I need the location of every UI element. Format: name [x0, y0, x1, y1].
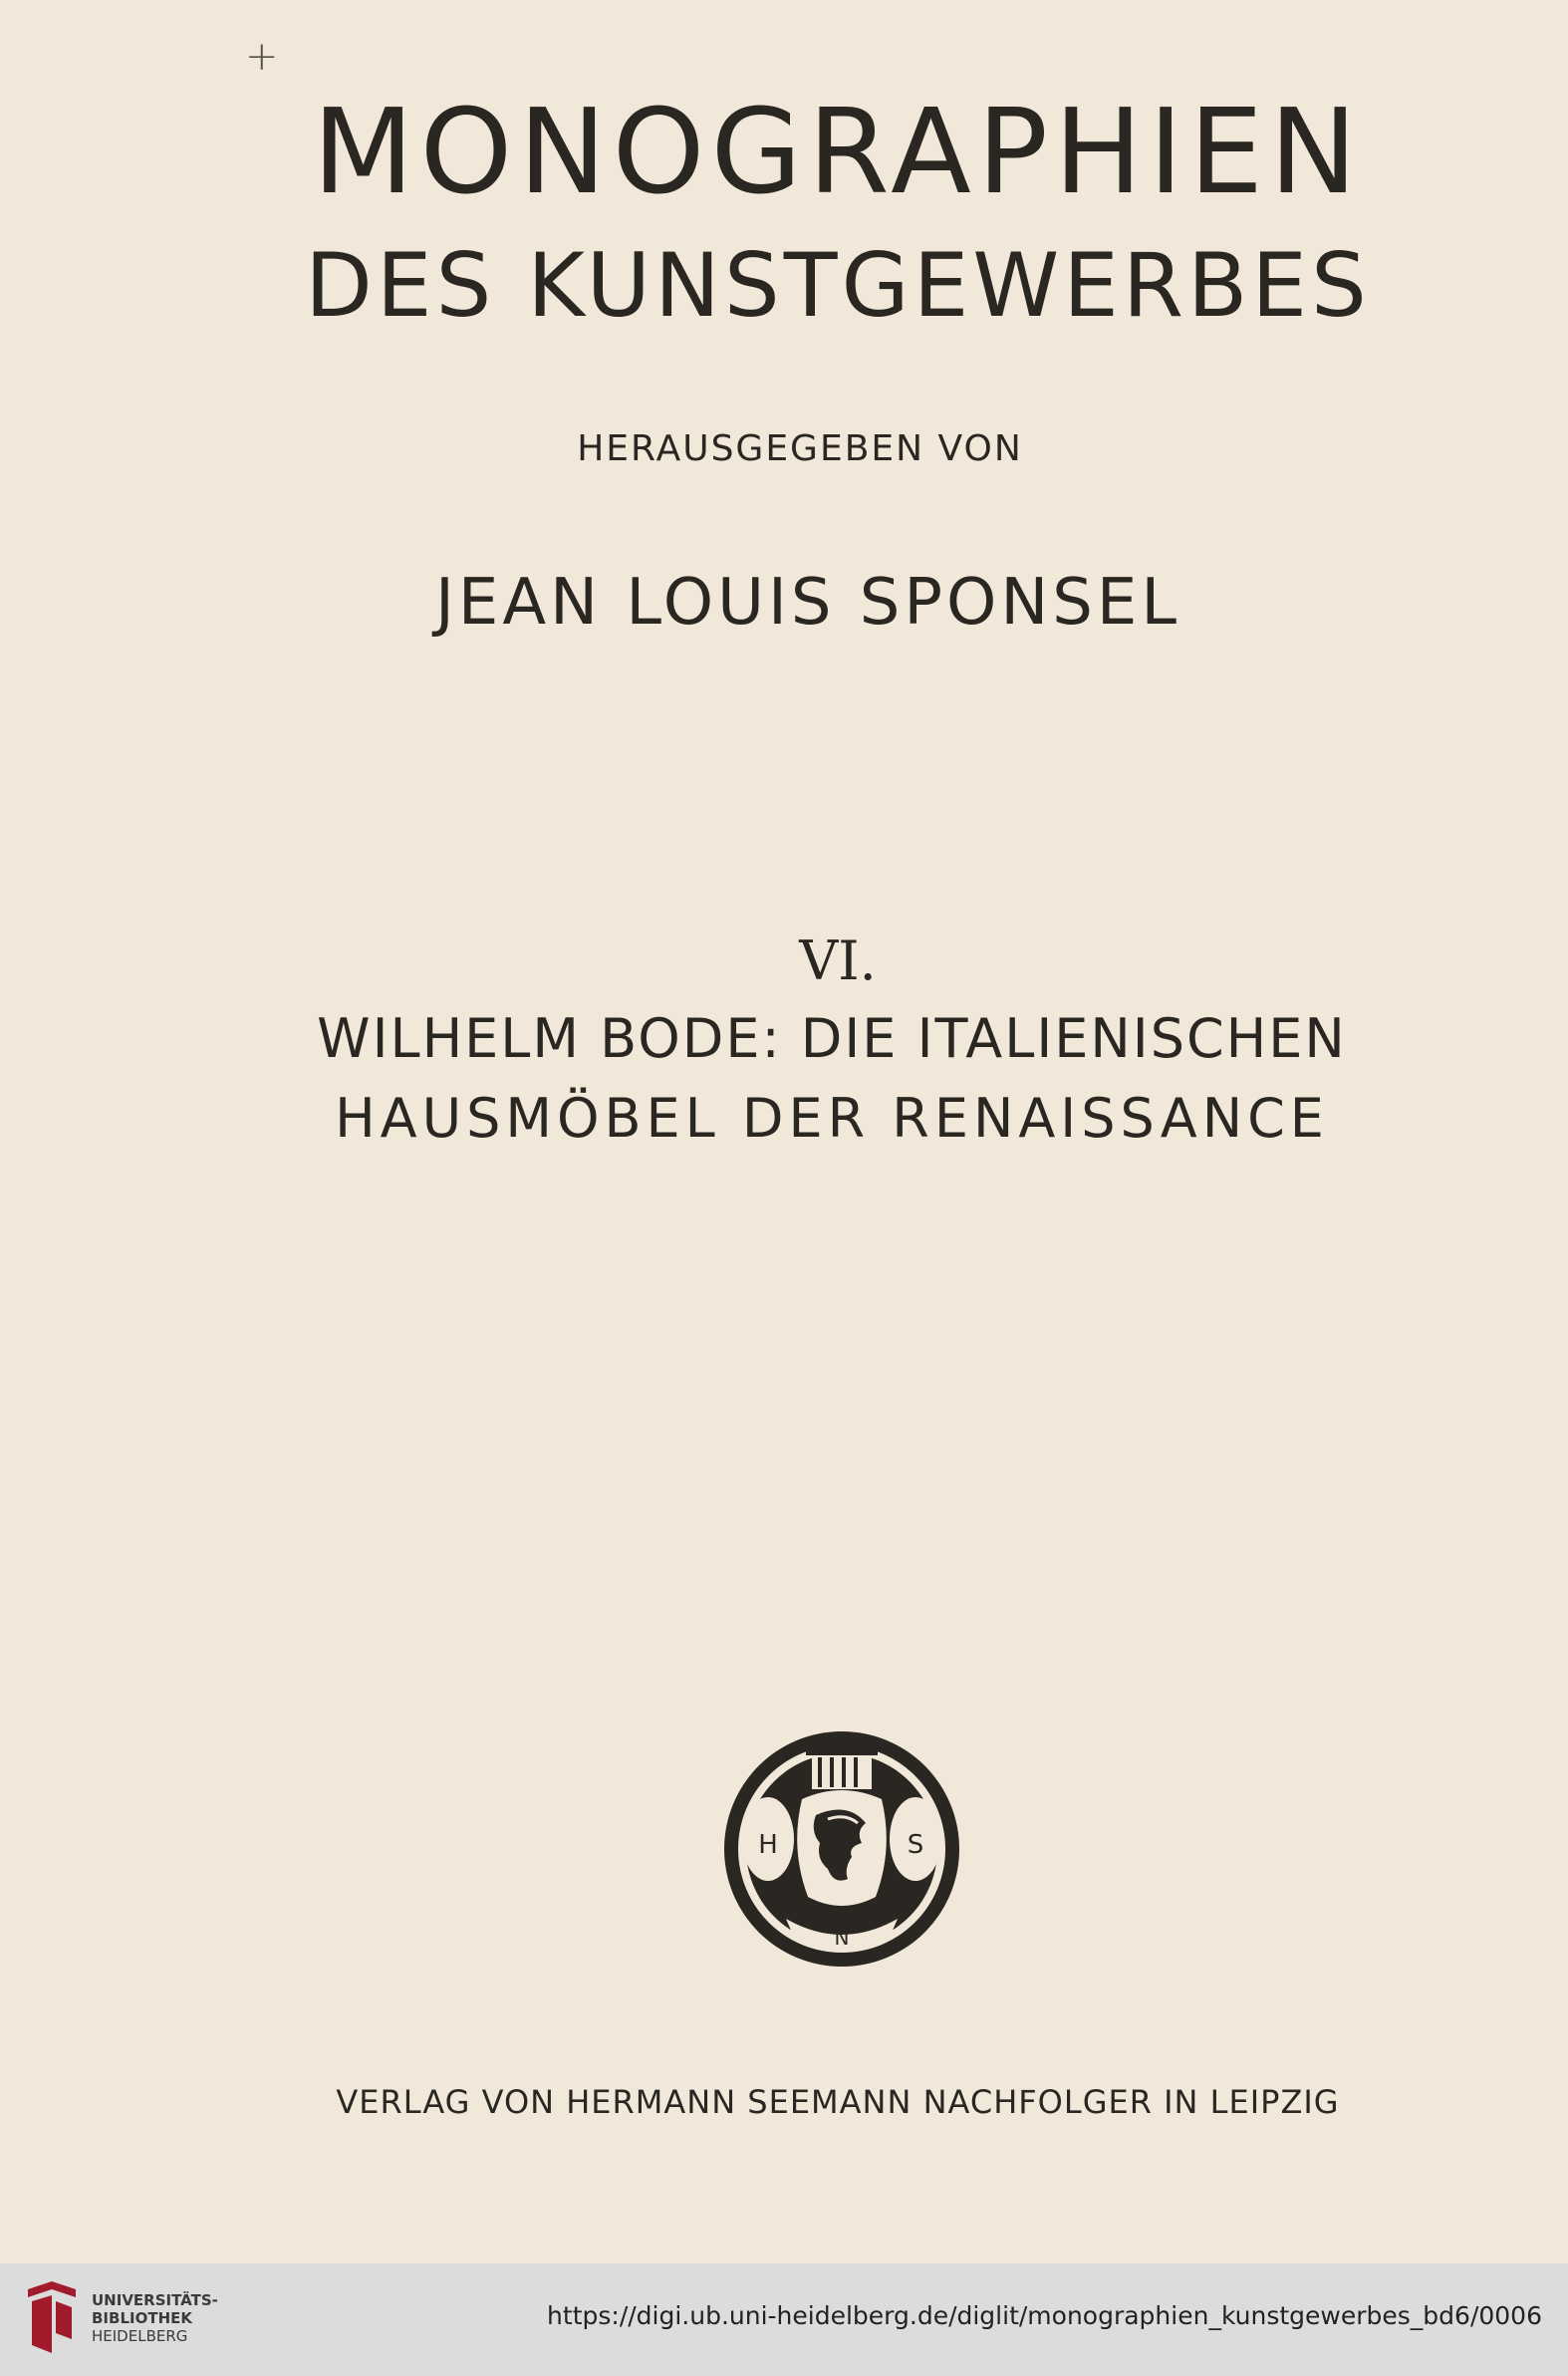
series-title-line2: DES KUNSTGEWERBES: [305, 234, 1371, 337]
emblem-letter-s: S: [907, 1830, 924, 1860]
publisher-emblem-icon: [716, 1719, 967, 1971]
pencil-mark: +: [245, 34, 279, 80]
imprint: VERLAG VON HERMANN SEEMANN NACHFOLGER IN LEIPZIG: [336, 2083, 1340, 2121]
library-line1: UNIVERSITÄTS-: [92, 2291, 218, 2309]
emblem-letter-h: H: [758, 1830, 778, 1860]
university-library-logo-icon: [22, 2279, 82, 2359]
emblem-letter-n: N: [834, 1926, 850, 1950]
work-title-line1: WILHELM BODE: DIE ITALIENISCHEN: [317, 1007, 1347, 1070]
permalink-url[interactable]: https://digi.ub.uni-heidelberg.de/diglit/monographien_kunstgewerbes_bd6/0006: [547, 2301, 1542, 2330]
volume-number: VI.: [799, 929, 877, 992]
footer-bar: [0, 2263, 1568, 2376]
series-title-line1: MONOGRAPHIEN: [312, 83, 1364, 220]
library-line2: BIBLIOTHEK: [92, 2309, 192, 2327]
editor-name: JEAN LOUIS SPONSEL: [435, 566, 1180, 640]
editor-intro: HERAUSGEGEBEN VON: [577, 428, 1023, 469]
work-title-line2: HAUSMÖBEL DER RENAISSANCE: [335, 1087, 1329, 1150]
library-line3: HEIDELBERG: [92, 2327, 188, 2345]
library-name: [92, 2291, 218, 2345]
